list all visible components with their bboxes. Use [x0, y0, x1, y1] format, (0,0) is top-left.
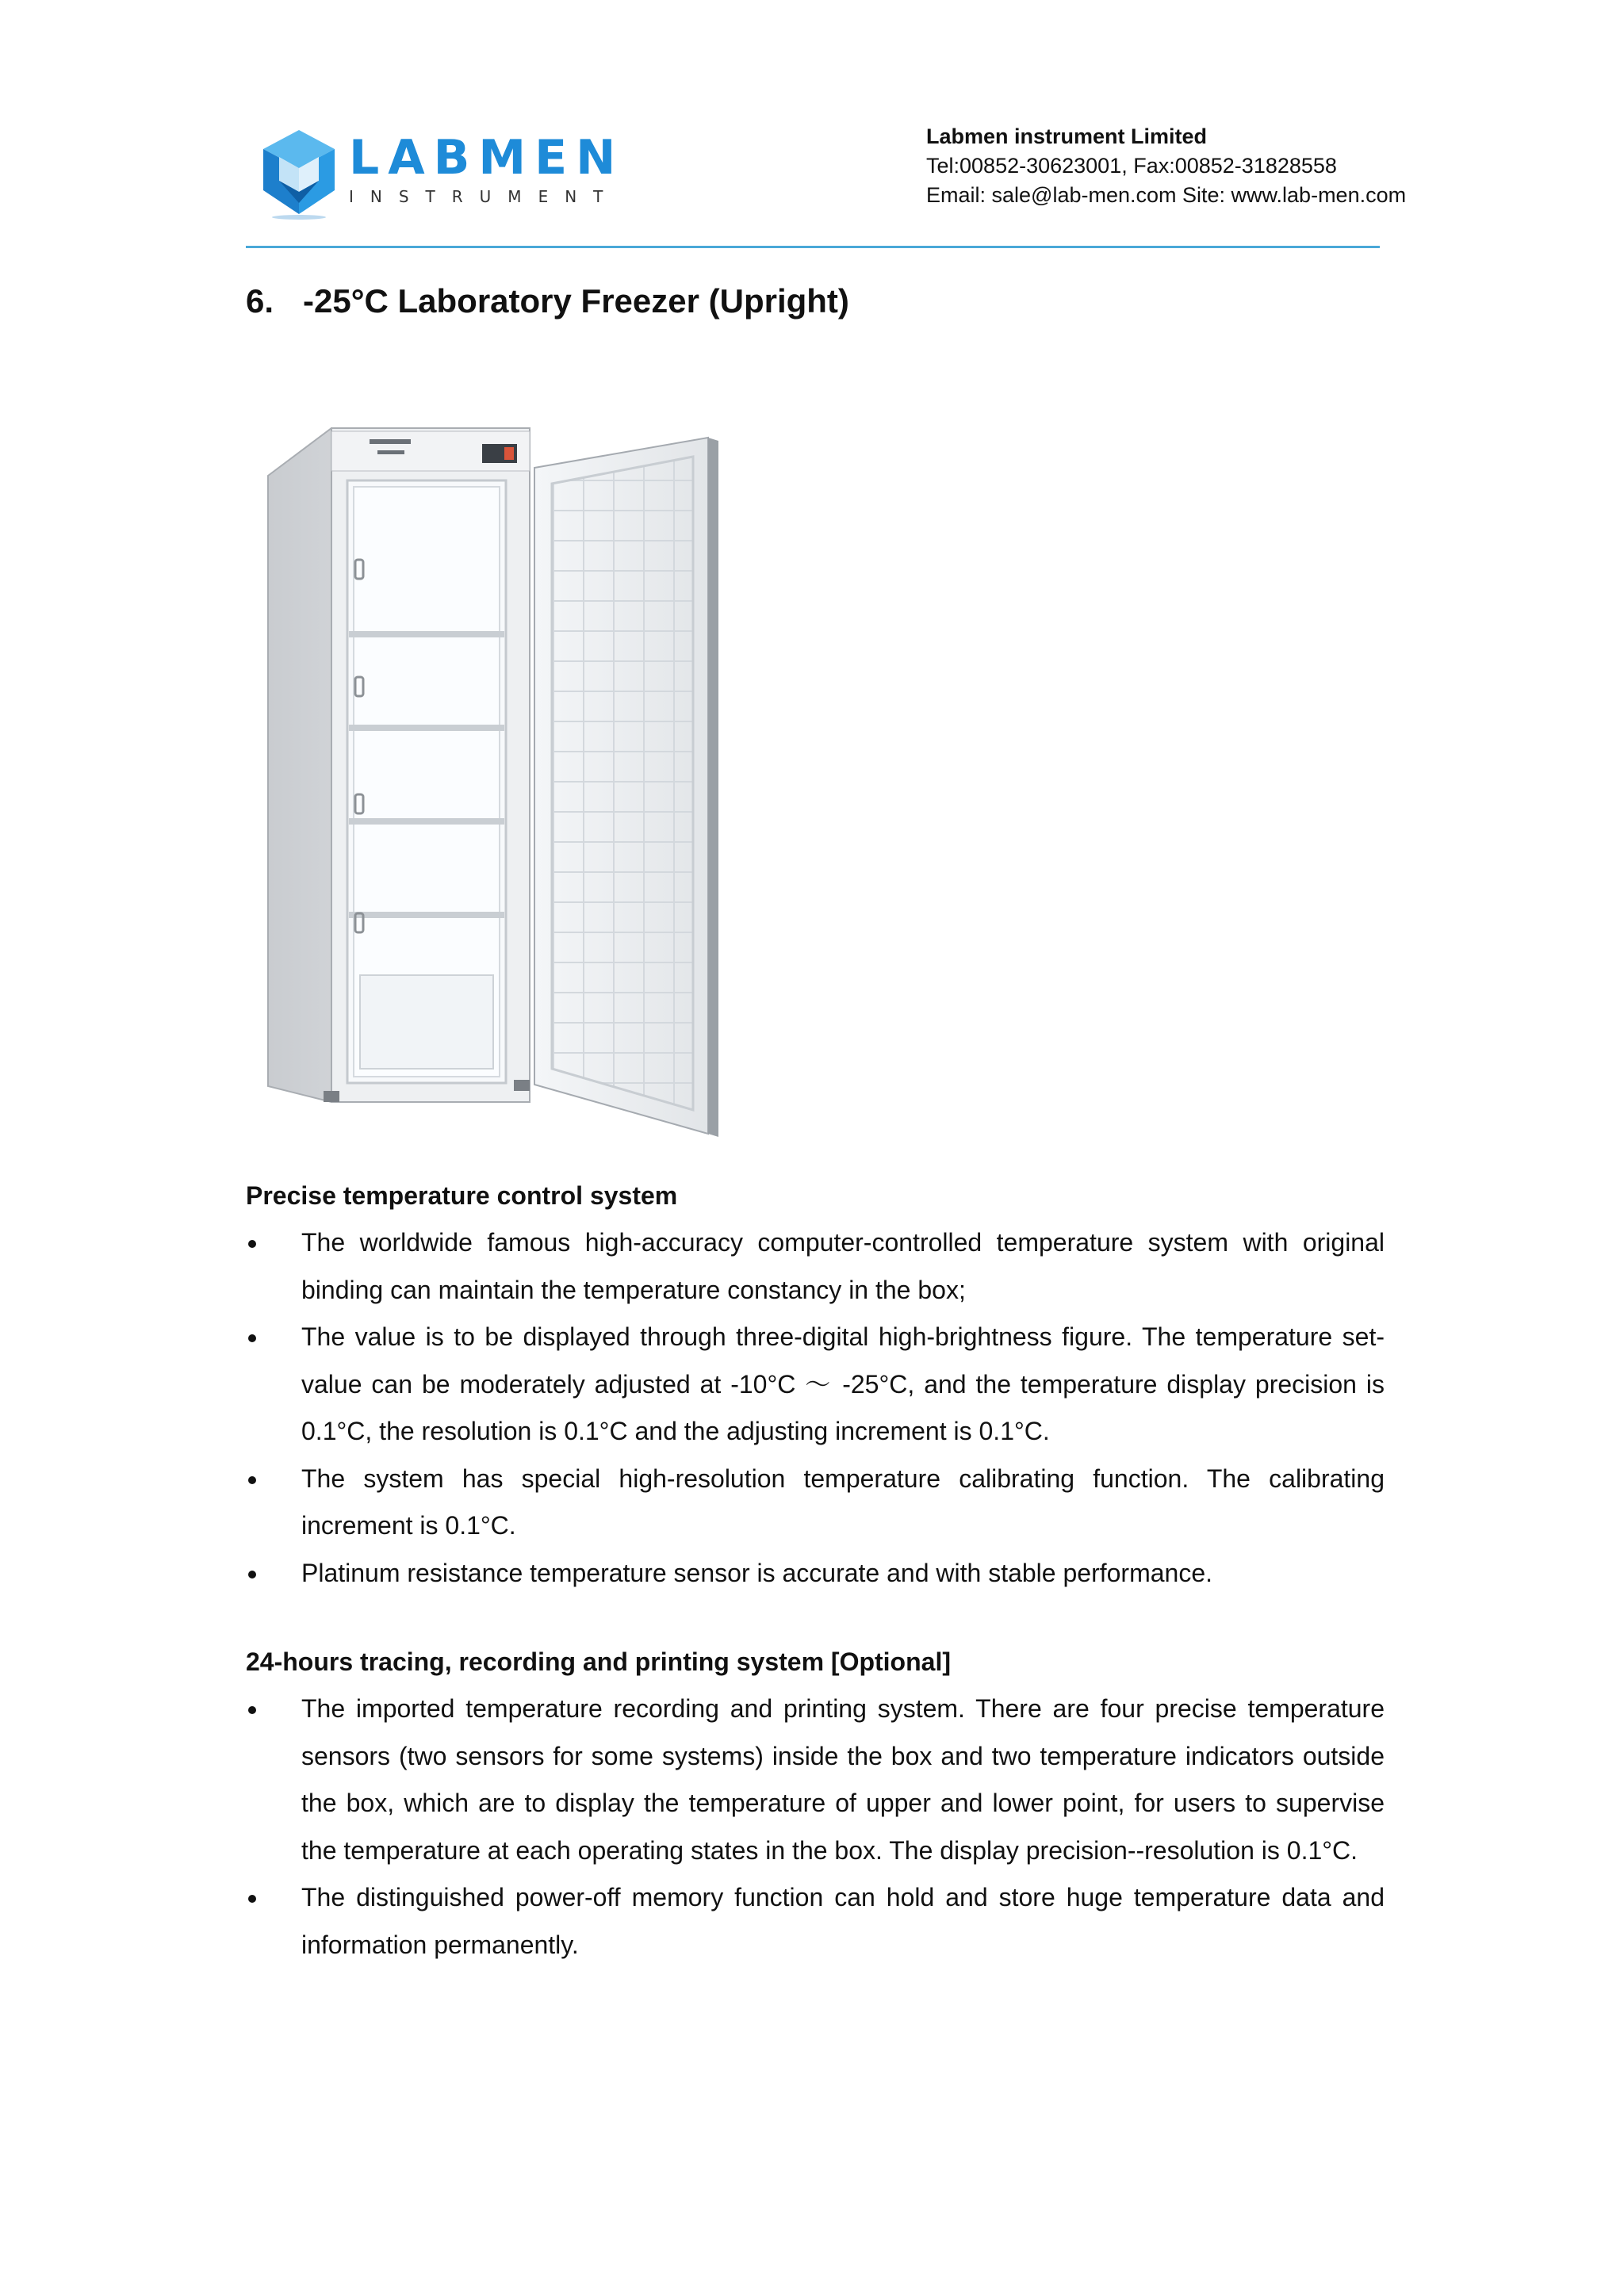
list-item-text: The distinguished power-off memory function can hold and store huge temperature data and information permanently.	[301, 1883, 1385, 1959]
list-item	[246, 1219, 1385, 1314]
list-item-text: The worldwide famous high-accuracy computer-controlled temperature system with original binding can maintain the temperature constancy in the box;	[301, 1228, 1385, 1304]
section-heading: Precise temperature control system	[246, 1181, 678, 1210]
list-item	[246, 1314, 1385, 1456]
company-info	[926, 122, 1608, 210]
title-number: 6.	[246, 282, 274, 320]
header-divider	[246, 246, 1380, 248]
list-item	[246, 1456, 1385, 1550]
page-title	[246, 282, 1380, 320]
document-body	[246, 1178, 1385, 1969]
section-heading: 24-hours tracing, recording and printing system [Optional]	[246, 1647, 951, 1676]
bullet-dot-icon	[246, 1550, 301, 1597]
list-item	[246, 1550, 1385, 1598]
page-header	[0, 0, 1624, 254]
bullet-dot-icon	[246, 1314, 301, 1360]
section-temperature-control	[246, 1178, 1385, 1597]
list-item-text: Platinum resistance temperature sensor is accurate and with stable performance.	[301, 1558, 1212, 1587]
list-item-text: The imported temperature recording and printing system. There are four precise temperature sensors (two sensors for some systems) inside the box and two temperature indicators outside the box, which are to display the temperature of upper and lower point, for users to supervise the temperature at each operating states in the box. The display precision--resolution is 0.1°C.	[301, 1694, 1385, 1865]
section-recording-system	[246, 1644, 1385, 1969]
freezer-image	[252, 420, 728, 1150]
company-email-site: Email: sale@lab-men.com Site: www.lab-men.com	[926, 183, 1407, 207]
list-item	[246, 1686, 1385, 1874]
logo-wordmark	[349, 130, 625, 219]
bullet-list	[246, 1219, 1385, 1597]
list-item-text: The value is to be displayed through three-digital high-brightness figure. The temperature set-value can be moderately adjusted at -10°C ～ -25°C, and the temperature display precision is 0.1°C, the resolution is 0.1°C and the adjusting increment is 0.1°C.	[301, 1322, 1385, 1445]
list-item	[246, 1874, 1385, 1969]
bullet-dot-icon	[246, 1686, 301, 1732]
logo-word: LABMEN	[349, 130, 625, 186]
list-item-text: The system has special high-resolution temperature calibrating function. The calibrating increment is 0.1°C.	[301, 1464, 1385, 1540]
bullet-dot-icon	[246, 1874, 301, 1921]
company-name: Labmen instrument Limited	[926, 124, 1208, 148]
labmen-logo	[255, 125, 625, 220]
bullet-dot-icon	[246, 1219, 301, 1266]
logo-subword: INSTRUMENT	[349, 187, 620, 206]
section-spacer	[246, 1597, 1385, 1644]
labmen-cube-icon	[255, 125, 343, 220]
company-phone-fax: Tel:00852-30623001, Fax:00852-31828558	[926, 154, 1337, 178]
bullet-list	[246, 1686, 1385, 1969]
bullet-dot-icon	[246, 1456, 301, 1502]
title-text: -25°C Laboratory Freezer (Upright)	[303, 282, 849, 320]
